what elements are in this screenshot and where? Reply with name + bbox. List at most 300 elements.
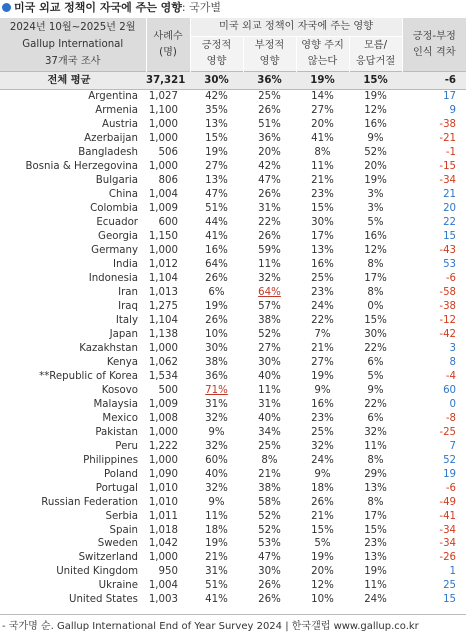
table-row xyxy=(0,272,466,286)
sample-size-cell: 1,062 xyxy=(148,356,178,368)
gap-cell: -42 xyxy=(439,328,457,340)
negative-cell: 8% xyxy=(261,454,278,466)
country-name-cell: Bulgaria xyxy=(95,175,138,187)
sample-size-cell: 500 xyxy=(158,384,178,396)
positive-cell: 26% xyxy=(205,273,228,285)
dont-know-cell: 8% xyxy=(367,454,384,466)
no-effect-cell: 20% xyxy=(311,119,334,131)
gap-cell: 21 xyxy=(443,189,457,201)
country-name-cell: Japan xyxy=(109,328,138,340)
average-n: 37,321 xyxy=(146,72,190,90)
table-row xyxy=(0,244,466,258)
negative-cell: 32% xyxy=(258,273,281,285)
negative-cell: 34% xyxy=(258,426,281,438)
dont-know-cell: 11% xyxy=(364,580,387,592)
gap-cell: 17 xyxy=(443,91,457,103)
table-row xyxy=(0,216,466,230)
table-row xyxy=(0,537,466,551)
country-name-cell: Georgia xyxy=(98,231,138,243)
sample-size-cell: 506 xyxy=(158,147,178,159)
country-name-cell: Iran xyxy=(118,287,138,299)
negative-cell: 47% xyxy=(258,552,281,564)
gap-cell: -8 xyxy=(445,412,457,424)
country-name-cell: Germany xyxy=(91,245,138,257)
no-effect-cell: 19% xyxy=(311,552,334,564)
page-title xyxy=(2,0,221,16)
gap-cell: 8 xyxy=(449,356,457,368)
table-row xyxy=(0,551,466,565)
positive-cell: 19% xyxy=(205,538,228,550)
country-name-cell: United Kingdom xyxy=(56,566,138,578)
positive-cell: 21% xyxy=(205,552,228,564)
dont-know-cell: 17% xyxy=(364,510,387,522)
positive-cell: 30% xyxy=(205,342,228,354)
negative-cell: 36% xyxy=(258,133,281,145)
header-countries: 37개국 조사 xyxy=(44,56,101,67)
table-row xyxy=(0,104,466,118)
positive-cell: 9% xyxy=(208,426,225,438)
negative-cell: 11% xyxy=(258,384,281,396)
positive-cell: 41% xyxy=(205,231,228,243)
table-row xyxy=(0,160,466,174)
positive-cell: 32% xyxy=(205,482,228,494)
dont-know-cell: 9% xyxy=(367,133,384,145)
sample-size-cell: 1,009 xyxy=(148,398,178,410)
table-row xyxy=(0,355,466,369)
table-row xyxy=(0,453,466,467)
gap-cell: -15 xyxy=(439,161,457,173)
dont-know-cell: 29% xyxy=(364,468,387,480)
no-effect-cell: 9% xyxy=(314,384,331,396)
sample-size-cell: 1,011 xyxy=(148,510,178,522)
table-row xyxy=(0,341,466,355)
no-effect-cell: 10% xyxy=(311,594,334,606)
no-effect-cell: 22% xyxy=(311,314,334,326)
negative-cell: 31% xyxy=(258,203,281,215)
dont-know-cell: 13% xyxy=(364,482,387,494)
sample-size-cell: 1,000 xyxy=(148,245,178,257)
table-row xyxy=(0,425,466,439)
gap-cell: -34 xyxy=(439,524,457,536)
country-name-cell: China xyxy=(108,189,138,201)
table-row xyxy=(0,565,466,579)
gap-cell: -34 xyxy=(439,538,457,550)
table-row xyxy=(0,132,466,146)
table-row xyxy=(0,327,466,341)
gap-cell: 19 xyxy=(443,468,457,480)
positive-cell: 47% xyxy=(205,189,228,201)
gap-cell: -38 xyxy=(439,301,457,313)
negative-cell: 52% xyxy=(258,510,281,522)
title-sub: : 국가별 xyxy=(181,1,222,14)
dont-know-cell: 20% xyxy=(364,161,387,173)
dont-know-cell: 8% xyxy=(367,259,384,271)
sample-size-cell: 1,534 xyxy=(148,370,178,382)
table-row xyxy=(0,286,466,300)
country-name-cell: Bangladesh xyxy=(78,147,138,159)
table-row xyxy=(0,523,466,537)
no-effect-cell: 12% xyxy=(311,580,334,592)
table-row xyxy=(0,439,466,453)
sample-size-cell: 1,009 xyxy=(148,203,178,215)
gap-cell: 3 xyxy=(449,342,457,354)
table-row xyxy=(0,258,466,272)
gap-cell: 15 xyxy=(443,231,457,243)
no-effect-cell: 17% xyxy=(311,231,334,243)
dont-know-cell: 12% xyxy=(364,245,387,257)
average-dont-know: 15% xyxy=(349,72,402,90)
negative-cell: 40% xyxy=(258,370,281,382)
sample-size-cell: 1,000 xyxy=(148,119,178,131)
positive-cell: 35% xyxy=(205,105,228,117)
footer-note: - 국가명 순. Gallup International End of Year Survey 2024 | 한국갤럽 www.gallup.co.kr xyxy=(2,621,419,632)
no-effect-cell: 23% xyxy=(311,189,334,201)
positive-cell: 51% xyxy=(205,580,228,592)
no-effect-cell: 18% xyxy=(311,482,334,494)
positive-cell: 19% xyxy=(205,301,228,313)
gap-cell: -41 xyxy=(439,510,457,522)
no-effect-cell: 7% xyxy=(314,328,331,340)
country-name-cell: Ecuador xyxy=(96,217,138,229)
sample-size-cell: 1,222 xyxy=(148,440,178,452)
negative-cell: 58% xyxy=(258,496,281,508)
no-effect-cell: 13% xyxy=(311,245,334,257)
dont-know-cell: 19% xyxy=(364,175,387,187)
positive-cell: 64% xyxy=(205,259,228,271)
country-name-cell: Argentina xyxy=(88,91,138,103)
negative-cell: 57% xyxy=(258,301,281,313)
positive-cell: 19% xyxy=(205,147,228,159)
negative-cell: 26% xyxy=(258,231,281,243)
gap-cell: 22 xyxy=(443,217,457,229)
gap-cell: -43 xyxy=(439,245,457,257)
no-effect-cell: 24% xyxy=(311,454,334,466)
negative-cell: 26% xyxy=(258,189,281,201)
country-name-cell: Malaysia xyxy=(93,398,138,410)
dont-know-cell: 12% xyxy=(364,105,387,117)
country-table xyxy=(0,18,466,607)
sample-size-cell: 806 xyxy=(158,175,178,187)
table-bottom-rule xyxy=(0,614,466,615)
table-row xyxy=(0,188,466,202)
positive-cell: 16% xyxy=(205,245,228,257)
no-effect-cell: 20% xyxy=(311,566,334,578)
table-row xyxy=(0,174,466,188)
positive-cell: 13% xyxy=(205,175,228,187)
negative-cell: 59% xyxy=(258,245,281,257)
gap-cell: -6 xyxy=(445,482,457,494)
country-name-cell: Mexico xyxy=(102,412,138,424)
country-name-cell: Peru xyxy=(115,440,138,452)
sample-size-cell: 1,042 xyxy=(148,538,178,550)
country-name-cell: Kenya xyxy=(106,356,138,368)
no-effect-cell: 15% xyxy=(311,524,334,536)
negative-cell: 25% xyxy=(258,440,281,452)
no-effect-cell: 5% xyxy=(314,538,331,550)
negative-cell: 20% xyxy=(258,147,281,159)
positive-cell: 40% xyxy=(205,468,228,480)
positive-cell: 51% xyxy=(205,203,228,215)
table-row xyxy=(0,593,466,607)
dont-know-cell: 23% xyxy=(364,538,387,550)
negative-cell: 26% xyxy=(258,105,281,117)
header-sample-size: 사례수 (명) xyxy=(146,18,190,72)
country-name-cell: Switzerland xyxy=(78,552,138,564)
sample-size-cell: 1,000 xyxy=(148,426,178,438)
negative-cell: 26% xyxy=(258,580,281,592)
no-effect-cell: 11% xyxy=(311,161,334,173)
sample-size-cell: 1,013 xyxy=(148,287,178,299)
sample-size-cell: 1,004 xyxy=(148,580,178,592)
no-effect-cell: 27% xyxy=(311,356,334,368)
table-row xyxy=(0,230,466,244)
negative-cell: 51% xyxy=(258,119,281,131)
no-effect-cell: 8% xyxy=(314,147,331,159)
country-name-cell: Ukraine xyxy=(98,580,138,592)
negative-cell: 25% xyxy=(258,91,281,103)
dont-know-cell: 0% xyxy=(367,301,384,313)
positive-cell: 31% xyxy=(205,566,228,578)
dont-know-cell: 16% xyxy=(364,231,387,243)
sample-size-cell: 1,012 xyxy=(148,259,178,271)
country-name-cell: Pakistan xyxy=(95,426,138,438)
table-row xyxy=(0,146,466,160)
average-positive: 30% xyxy=(190,72,243,90)
header-org: Gallup International xyxy=(22,39,124,50)
country-name-cell: Russian Federation xyxy=(41,496,138,508)
positive-cell: 44% xyxy=(205,217,228,229)
no-effect-cell: 26% xyxy=(311,496,334,508)
table-row xyxy=(0,118,466,132)
header-period: 2024년 10월~2025년 2월 xyxy=(9,22,136,33)
negative-cell: 64% xyxy=(258,287,281,299)
average-row xyxy=(0,72,466,90)
average-no-effect: 19% xyxy=(296,72,349,90)
country-name-cell: Austria xyxy=(102,119,138,131)
positive-cell: 11% xyxy=(205,510,228,522)
country-name-cell: Spain xyxy=(109,524,138,536)
sample-size-cell: 1,000 xyxy=(148,133,178,145)
sample-size-cell: 1,150 xyxy=(148,231,178,243)
no-effect-cell: 32% xyxy=(311,440,334,452)
negative-cell: 30% xyxy=(258,356,281,368)
no-effect-cell: 14% xyxy=(311,91,334,103)
table-row xyxy=(0,495,466,509)
positive-cell: 36% xyxy=(205,370,228,382)
sample-size-cell: 1,138 xyxy=(148,328,178,340)
country-name-cell: Kazakhstan xyxy=(79,342,138,354)
gap-cell: 7 xyxy=(449,440,457,452)
dont-know-cell: 19% xyxy=(364,566,387,578)
table-row xyxy=(0,300,466,314)
no-effect-cell: 24% xyxy=(311,301,334,313)
negative-cell: 38% xyxy=(258,314,281,326)
positive-cell: 38% xyxy=(205,356,228,368)
positive-cell: 71% xyxy=(205,384,228,396)
sample-size-cell: 1,010 xyxy=(148,496,178,508)
sample-size-cell: 1,100 xyxy=(148,105,178,117)
dont-know-cell: 5% xyxy=(367,217,384,229)
positive-cell: 15% xyxy=(205,133,228,145)
no-effect-cell: 25% xyxy=(311,426,334,438)
negative-cell: 38% xyxy=(258,482,281,494)
country-name-cell: Bosnia & Herzegovina xyxy=(25,161,138,173)
negative-cell: 11% xyxy=(258,259,281,271)
gap-cell: -6 xyxy=(445,273,457,285)
dont-know-cell: 22% xyxy=(364,342,387,354)
dont-know-cell: 6% xyxy=(367,356,384,368)
no-effect-cell: 41% xyxy=(311,133,334,145)
sample-size-cell: 1,275 xyxy=(148,301,178,313)
dont-know-cell: 52% xyxy=(364,147,387,159)
table-row xyxy=(0,467,466,481)
sample-size-cell: 1,003 xyxy=(148,594,178,606)
gap-cell: 0 xyxy=(449,398,457,410)
negative-cell: 22% xyxy=(258,217,281,229)
country-name-cell: Kosovo xyxy=(101,384,138,396)
sample-size-cell: 950 xyxy=(158,566,178,578)
no-effect-cell: 16% xyxy=(311,259,334,271)
dont-know-cell: 32% xyxy=(364,426,387,438)
gap-cell: 15 xyxy=(443,594,457,606)
negative-cell: 42% xyxy=(258,161,281,173)
negative-cell: 31% xyxy=(258,398,281,410)
dont-know-cell: 16% xyxy=(364,119,387,131)
average-gap: -6 xyxy=(402,72,466,90)
country-name-cell: Philippines xyxy=(83,454,138,466)
no-effect-cell: 15% xyxy=(311,203,334,215)
table-row xyxy=(0,202,466,216)
country-name-cell: Armenia xyxy=(95,105,138,117)
sample-size-cell: 1,018 xyxy=(148,524,178,536)
sample-size-cell: 1,008 xyxy=(148,412,178,424)
negative-cell: 53% xyxy=(258,538,281,550)
negative-cell: 30% xyxy=(258,566,281,578)
dont-know-cell: 3% xyxy=(367,189,384,201)
gap-cell: -4 xyxy=(445,370,457,382)
header-dont-know: 모름/ 응답거절 xyxy=(349,37,402,72)
table-row xyxy=(0,383,466,397)
no-effect-cell: 21% xyxy=(311,175,334,187)
sample-size-cell: 1,027 xyxy=(148,91,178,103)
negative-cell: 47% xyxy=(258,175,281,187)
positive-cell: 18% xyxy=(205,524,228,536)
negative-cell: 52% xyxy=(258,328,281,340)
dont-know-cell: 5% xyxy=(367,370,384,382)
table-row xyxy=(0,411,466,425)
sample-size-cell: 1,010 xyxy=(148,482,178,494)
no-effect-cell: 23% xyxy=(311,287,334,299)
country-name-cell: Indonesia xyxy=(88,273,138,285)
positive-cell: 31% xyxy=(205,398,228,410)
dont-know-cell: 30% xyxy=(364,328,387,340)
positive-cell: 27% xyxy=(205,161,228,173)
header-gap: 긍정-부정 인식 격차 xyxy=(402,18,466,72)
table-row xyxy=(0,90,466,104)
country-name-cell: Italy xyxy=(115,314,138,326)
positive-cell: 10% xyxy=(205,328,228,340)
positive-cell: 32% xyxy=(205,412,228,424)
dont-know-cell: 11% xyxy=(364,440,387,452)
gap-cell: 52 xyxy=(443,454,457,466)
gap-cell: -21 xyxy=(439,133,457,145)
negative-cell: 27% xyxy=(258,342,281,354)
country-name-cell: Poland xyxy=(103,468,138,480)
country-name-cell: India xyxy=(112,259,138,271)
header-negative: 부정적 영향 xyxy=(243,37,296,72)
no-effect-cell: 27% xyxy=(311,105,334,117)
gap-cell: -38 xyxy=(439,119,457,131)
no-effect-cell: 23% xyxy=(311,412,334,424)
gap-cell: -1 xyxy=(445,147,457,159)
sample-size-cell: 1,000 xyxy=(148,342,178,354)
dont-know-cell: 19% xyxy=(364,91,387,103)
table-row xyxy=(0,397,466,411)
positive-cell: 42% xyxy=(205,91,228,103)
average-negative: 36% xyxy=(243,72,296,90)
no-effect-cell: 21% xyxy=(311,342,334,354)
no-effect-cell: 30% xyxy=(311,217,334,229)
table-row xyxy=(0,509,466,523)
country-name-cell: **Republic of Korea xyxy=(39,370,138,382)
header-no-effect: 영향 주지 않는다 xyxy=(296,37,349,72)
gap-cell: -49 xyxy=(439,496,457,508)
dont-know-cell: 9% xyxy=(367,384,384,396)
header-positive: 긍정적 영향 xyxy=(190,37,243,72)
negative-cell: 40% xyxy=(258,412,281,424)
table-row xyxy=(0,369,466,383)
gap-cell: 9 xyxy=(449,105,457,117)
country-name-cell: Azerbaijan xyxy=(84,133,138,145)
positive-cell: 13% xyxy=(205,119,228,131)
positive-cell: 26% xyxy=(205,314,228,326)
gap-cell: -25 xyxy=(439,426,457,438)
gap-cell: -34 xyxy=(439,175,457,187)
sample-size-cell: 1,000 xyxy=(148,161,178,173)
no-effect-cell: 25% xyxy=(311,273,334,285)
sample-size-cell: 1,090 xyxy=(148,468,178,480)
no-effect-cell: 16% xyxy=(311,398,334,410)
sample-size-cell: 1,104 xyxy=(148,273,178,285)
header-survey-info xyxy=(0,18,146,72)
dont-know-cell: 8% xyxy=(367,287,384,299)
negative-cell: 21% xyxy=(258,468,281,480)
gap-cell: 1 xyxy=(449,566,457,578)
country-name-cell: United States xyxy=(69,594,138,606)
gap-cell: -26 xyxy=(439,552,457,564)
country-name-cell: Serbia xyxy=(105,510,138,522)
positive-cell: 60% xyxy=(205,454,228,466)
dont-know-cell: 3% xyxy=(367,203,384,215)
no-effect-cell: 19% xyxy=(311,370,334,382)
negative-cell: 52% xyxy=(258,524,281,536)
table-row xyxy=(0,579,466,593)
dont-know-cell: 6% xyxy=(367,412,384,424)
bullet-dot-icon xyxy=(2,3,11,12)
dont-know-cell: 22% xyxy=(364,398,387,410)
country-name-cell: Colombia xyxy=(90,203,138,215)
positive-cell: 41% xyxy=(205,594,228,606)
gap-cell: 25 xyxy=(443,580,457,592)
dont-know-cell: 24% xyxy=(364,594,387,606)
sample-size-cell: 600 xyxy=(158,217,178,229)
country-name-cell: Iraq xyxy=(118,301,138,313)
gap-cell: 53 xyxy=(443,259,457,271)
dont-know-cell: 15% xyxy=(364,524,387,536)
country-name-cell: Portugal xyxy=(95,482,138,494)
positive-cell: 9% xyxy=(208,496,225,508)
country-name-cell: Sweden xyxy=(97,538,138,550)
